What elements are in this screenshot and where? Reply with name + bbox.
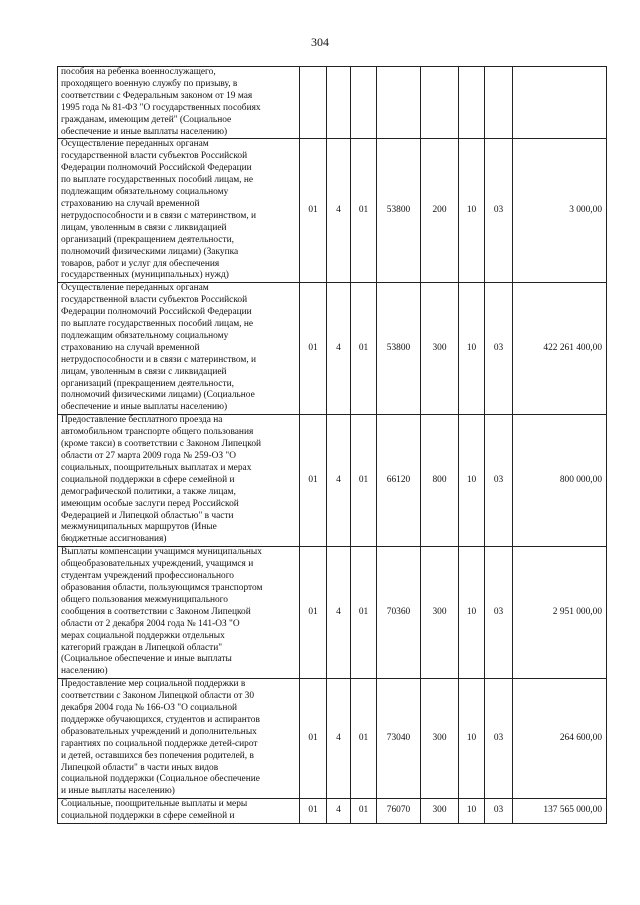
code-f: 10 [459, 679, 485, 799]
code-g [485, 67, 513, 139]
code-d: 76070 [377, 799, 421, 824]
code-b: 4 [327, 799, 351, 824]
description-line: Выплаты компенсации учащимся муниципальных [61, 547, 262, 558]
code-g: 03 [485, 547, 513, 679]
description-line: соответствии с Федеральным законом от 19 мая [61, 90, 253, 101]
description-line: страхованию на случай временной [61, 342, 200, 353]
description-line: государственных (муниципальных) нужд) [61, 270, 229, 281]
description-line: Липецкой области" в части иных видов [61, 762, 219, 773]
description-line: нетрудоспособности и в связи с материнством, и [61, 210, 257, 221]
description-line: Предоставление бесплатного проезда на [61, 415, 223, 426]
description-line: имеющим особые заслуги перед Российской [61, 498, 239, 509]
description-line: 1995 года № 81-ФЗ "О государственных пособиях [61, 102, 261, 113]
description-line: (Социальное обеспечение и иные выплаты [61, 654, 232, 665]
row-description [58, 799, 300, 824]
code-e: 300 [421, 799, 459, 824]
code-d: 66120 [377, 415, 421, 547]
description-line: пособия на ребенка военнослужащего, [61, 67, 216, 77]
amount: 264 600,00 [513, 679, 607, 799]
description-line: обеспечение и иные выплаты населению) [61, 126, 228, 137]
description-line: сообщения в соответствии с Законом Липецкой [61, 606, 251, 617]
code-d: 70360 [377, 547, 421, 679]
table-row [58, 415, 607, 547]
description-line: социальной поддержки в сфере семейной и [61, 474, 235, 485]
code-b: 4 [327, 415, 351, 547]
code-c: 01 [351, 139, 377, 283]
description-line: и иные выплаты населению) [61, 786, 175, 797]
description-line: (кроме такси) в соответствии с Законом Липецкой [61, 439, 262, 450]
code-a [300, 67, 327, 139]
code-c: 01 [351, 415, 377, 547]
code-c [351, 67, 377, 139]
description-line: демографической политики, а также лицам, [61, 486, 236, 497]
table-row [58, 679, 607, 799]
amount: 137 565 000,00 [513, 799, 607, 824]
amount [513, 67, 607, 139]
description-line: государственной власти субъектов Российской [61, 295, 248, 306]
code-g: 03 [485, 139, 513, 283]
table-row [58, 799, 607, 824]
row-description [58, 547, 300, 679]
code-f [459, 67, 485, 139]
code-g: 03 [485, 799, 513, 824]
code-e: 300 [421, 283, 459, 415]
description-line: товаров, работ и услуг для обеспечения [61, 258, 220, 269]
description-line: гражданам, имеющим детей" (Социальное [61, 114, 232, 125]
description-line: области от 27 марта 2009 года № 259-ОЗ "О [61, 451, 236, 461]
budget-table [57, 66, 607, 824]
page-number: 304 [311, 35, 329, 49]
description-line: Осуществление переданных органам [61, 139, 209, 150]
amount: 3 000,00 [513, 139, 607, 283]
description-line: подлежащим обязательному социальному [61, 330, 229, 341]
description-line: подлежащим обязательному социальному [61, 187, 229, 198]
description-line: образования области, пользующимся транспортом [61, 582, 263, 593]
code-d: 53800 [377, 139, 421, 283]
code-g: 03 [485, 283, 513, 415]
description-line: бюджетные ассигнования) [61, 534, 167, 545]
description-line: мерах социальной поддержки отдельных [61, 630, 225, 641]
code-f: 10 [459, 799, 485, 824]
table-row [58, 139, 607, 283]
description-line: государственной власти субъектов Российской [61, 151, 248, 162]
description-line: и детей, оставшихся без попечения родителей, в [61, 750, 254, 761]
description-line: социальной поддержки (Социальное обеспечение [61, 774, 260, 785]
description-line: полномочий физическими лицами) (Социальное [61, 390, 255, 401]
code-e: 300 [421, 679, 459, 799]
description-line: лицам, уволенным в связи с ликвидацией [61, 222, 227, 233]
code-b: 4 [327, 547, 351, 679]
row-description [58, 679, 300, 799]
description-line: Предоставление мер социальной поддержки в [61, 679, 246, 690]
table-row [58, 547, 607, 679]
table-row [58, 283, 607, 415]
description-line: общего пользования межмуниципального [61, 594, 228, 605]
row-description [58, 415, 300, 547]
code-a: 01 [300, 415, 327, 547]
description-line: категорий граждан в Липецкой области" [61, 642, 223, 653]
code-c: 01 [351, 283, 377, 415]
row-description [58, 67, 300, 139]
amount: 2 951 000,00 [513, 547, 607, 679]
description-line: по выплате государственных пособий лицам, не [61, 175, 254, 186]
description-line: соответствии с Законом Липецкой области от 30 [61, 691, 255, 702]
description-line: межмуниципальных маршрутов (Иные [61, 522, 217, 533]
code-f: 10 [459, 139, 485, 283]
code-e: 800 [421, 415, 459, 547]
code-e: 300 [421, 547, 459, 679]
row-description [58, 283, 300, 415]
description-line: организаций (прекращением деятельности, [61, 234, 234, 245]
description-line: поддержке обучающихся, студентов и аспирантов [61, 714, 260, 725]
code-a: 01 [300, 139, 327, 283]
description-line: студентам учреждений профессионального [61, 571, 234, 582]
description-line: страхованию на случай временной [61, 198, 200, 209]
description-line: полномочий физическими лицами) (Закупка [61, 246, 239, 257]
code-e [421, 67, 459, 139]
code-g: 03 [485, 415, 513, 547]
description-line: организаций (прекращением деятельности, [61, 378, 234, 389]
description-line: обеспечение и иные выплаты населению) [61, 402, 228, 413]
code-e: 200 [421, 139, 459, 283]
description-line: области от 2 декабря 2004 года № 141-ОЗ "О [61, 618, 240, 629]
description-line: Федерации полномочий Российской Федерации [61, 163, 252, 174]
description-line: декабря 2004 года № 166-ОЗ "О социальной [61, 703, 238, 714]
description-line: социальной поддержки в сфере семейной и [61, 811, 235, 822]
description-line: нетрудоспособности и в связи с материнством, и [61, 354, 257, 365]
code-a: 01 [300, 679, 327, 799]
table-row [58, 67, 607, 139]
amount: 800 000,00 [513, 415, 607, 547]
description-line: Социальные, поощрительные выплаты и меры [61, 799, 248, 810]
description-line: социальных, поощрительных выплатах и мерах [61, 462, 252, 473]
row-description [58, 139, 300, 283]
code-f: 10 [459, 415, 485, 547]
code-b: 4 [327, 139, 351, 283]
code-f: 10 [459, 547, 485, 679]
code-c: 01 [351, 799, 377, 824]
code-c: 01 [351, 679, 377, 799]
code-b: 4 [327, 283, 351, 415]
code-a: 01 [300, 799, 327, 824]
code-c: 01 [351, 547, 377, 679]
code-b [327, 67, 351, 139]
description-line: Федерации полномочий Российской Федерации [61, 307, 252, 318]
description-line: по выплате государственных пособий лицам, не [61, 319, 254, 330]
amount: 422 261 400,00 [513, 283, 607, 415]
code-d: 73040 [377, 679, 421, 799]
description-line: Федерацией и Липецкой областью" в части [61, 510, 234, 521]
code-d: 53800 [377, 283, 421, 415]
description-line: Осуществление переданных органам [61, 283, 209, 294]
description-line: общеобразовательных учреждений, учащимся и [61, 559, 254, 570]
description-line: лицам, уволенным в связи с ликвидацией [61, 366, 227, 377]
description-line: населению) [61, 666, 108, 677]
description-line: гарантиях по социальной поддержке детей-сирот [61, 738, 258, 749]
code-f: 10 [459, 283, 485, 415]
description-line: автомобильном транспорте общего пользования [61, 427, 254, 438]
code-g: 03 [485, 679, 513, 799]
table-body [58, 67, 607, 824]
code-a: 01 [300, 283, 327, 415]
code-b: 4 [327, 679, 351, 799]
description-line: образовательных учреждений и дополнительных [61, 726, 257, 737]
code-a: 01 [300, 547, 327, 679]
description-line: проходящего военную службу по призыву, в [61, 78, 238, 89]
code-d [377, 67, 421, 139]
